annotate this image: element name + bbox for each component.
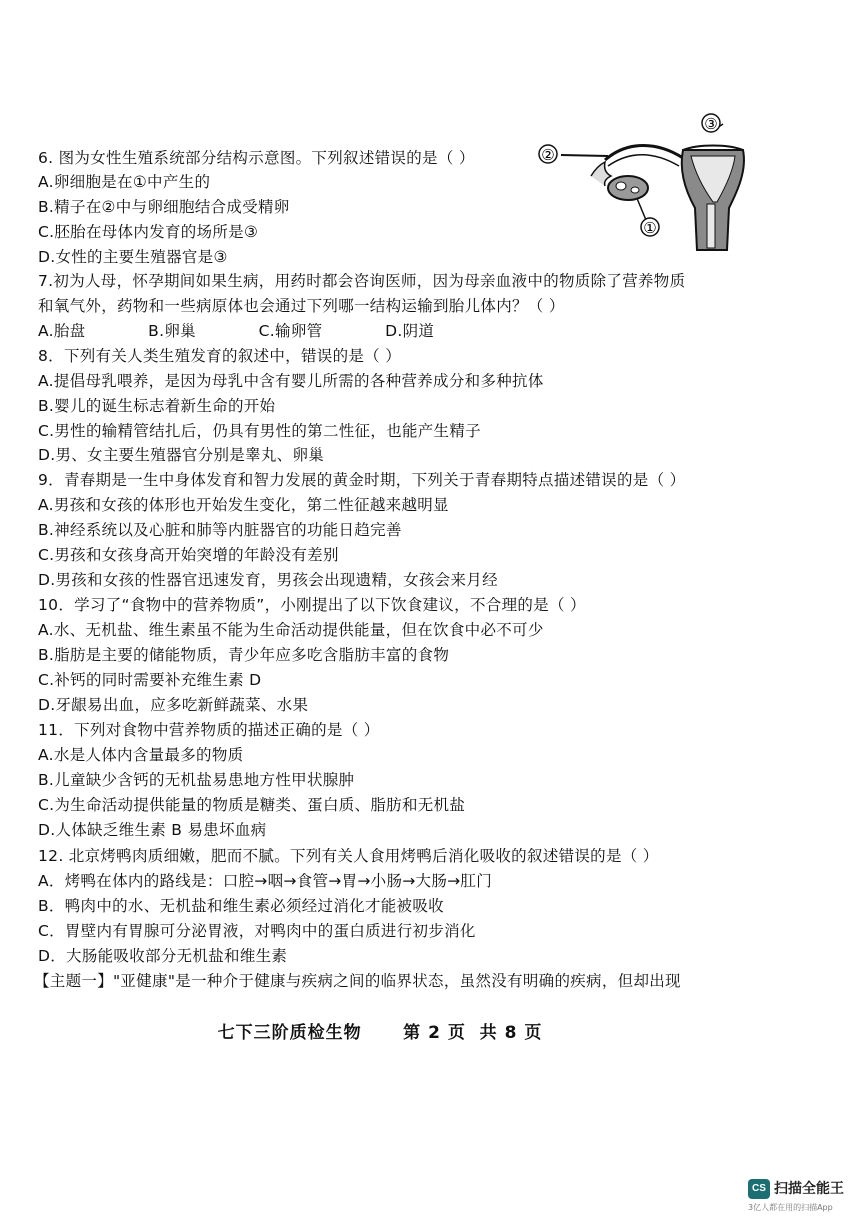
reproductive-system-diagram <box>533 110 758 260</box>
q12-option-d: D．大肠能吸收部分无机盐和维生素 <box>38 947 288 965</box>
q10-stem: 10．学习了“食物中的营养物质”，小刚提出了以下饮食建议，不合理的是（ ） <box>38 596 586 614</box>
figure-label-3: ③ <box>704 115 718 133</box>
q6-option-a: A.卵细胞是在①中产生的 <box>38 173 211 191</box>
q8-option-d: D.男、女主要生殖器官分别是睾丸、卵巢 <box>38 446 325 464</box>
q8-option-a: A.提倡母乳喂养，是因为母乳中含有婴儿所需的各种营养成分和多种抗体 <box>38 372 544 390</box>
q11-stem: 11．下列对食物中营养物质的描述正确的是（ ） <box>38 721 380 739</box>
q9-option-c: C.男孩和女孩身高开始突增的年龄没有差别 <box>38 546 339 564</box>
q6-option-b: B.精子在②中与卵细胞结合成受精卵 <box>38 198 290 216</box>
q11-option-a: A.水是人体内含量最多的物质 <box>38 746 244 764</box>
q10-option-d: D.牙龈易出血，应多吃新鲜蔬菜、水果 <box>38 696 309 714</box>
q12-option-b: B．鸭肉中的水、无机盐和维生素必须经过消化才能被吸收 <box>38 897 444 915</box>
q12-option-a: A．烤鸭在体内的路线是：口腔→咽→食管→胃→小肠→大肠→肛门 <box>38 872 493 890</box>
q12-option-c: C．胃壁内有胃腺可分泌胃液，对鸭肉中的蛋白质进行初步消化 <box>38 922 476 940</box>
q11-option-c: C.为生命活动提供能量的物质是糖类、蛋白质、脂肪和无机盐 <box>38 796 466 814</box>
camscanner-name: 扫描全能王 <box>774 1181 844 1197</box>
q9-option-a: A.男孩和女孩的体形也开始发生变化，第二性征越来越明显 <box>38 496 449 514</box>
q7-stem-line2: 和氧气外，药物和一些病原体也会通过下列哪一结构运输到胎儿体内？（ ） <box>38 297 565 315</box>
q10-option-a: A.水、无机盐、维生素虽不能为生命活动提供能量，但在饮食中必不可少 <box>38 621 544 639</box>
figure-label-1: ① <box>643 219 657 237</box>
q7-options: A.胎盘 B.卵巢 C.输卵管 D.阴道 <box>38 322 435 340</box>
q11-option-d: D.人体缺乏维生素 B 易患坏血病 <box>38 821 267 839</box>
q8-option-b: B.婴儿的诞生标志着新生命的开始 <box>38 397 276 415</box>
theme1-intro: 【主题一】"亚健康"是一种介于健康与疾病之间的临界状态，虽然没有明确的疾病，但却出现 <box>34 972 681 990</box>
q7-stem-line1: 7.初为人母，怀孕期间如果生病，用药时都会咨询医师，因为母亲血液中的物质除了营养物质 <box>38 272 686 290</box>
q12-stem: 12. 北京烤鸭肉质细嫩，肥而不腻。下列有关人食用烤鸭后消化吸收的叙述错误的是（ ） <box>38 847 659 865</box>
q6-stem: 6. 图为女性生殖系统部分结构示意图。下列叙述错误的是（ ） <box>38 149 475 167</box>
figure-label-2: ② <box>541 146 555 164</box>
q11-option-b: B.儿童缺少含钙的无机盐易患地方性甲状腺肿 <box>38 771 355 789</box>
camscanner-subtitle: 3亿人都在用的扫描App <box>748 1203 833 1212</box>
q6-option-c: C.胚胎在母体内发育的场所是③ <box>38 223 259 241</box>
q10-option-b: B.脂肪是主要的储能物质，青少年应多吃含脂肪丰富的食物 <box>38 646 450 664</box>
q9-option-d: D.男孩和女孩的性器官迅速发育，男孩会出现遗精，女孩会来月经 <box>38 571 498 589</box>
q10-option-c: C.补钙的同时需要补充维生素 D <box>38 671 262 689</box>
q8-option-c: C.男性的输精管结扎后，仍具有男性的第二性征，也能产生精子 <box>38 422 481 440</box>
q8-stem: 8．下列有关人类生殖发育的叙述中，错误的是（ ） <box>38 347 401 365</box>
camscanner-logo-icon: CS <box>748 1179 770 1199</box>
page-footer: 七下三阶质检生物 第 2 页 共 8 页 <box>217 1023 543 1043</box>
q9-stem: 9．青春期是一生中身体发育和智力发展的黄金时期，下列关于青春期特点描述错误的是（ ） <box>38 471 686 489</box>
q6-option-d: D.女性的主要生殖器官是③ <box>38 248 228 266</box>
scanner-watermark <box>748 1179 863 1223</box>
reproductive-system-figure <box>533 110 758 260</box>
q9-option-b: B.神经系统以及心脏和肺等内脏器官的功能日趋完善 <box>38 521 402 539</box>
